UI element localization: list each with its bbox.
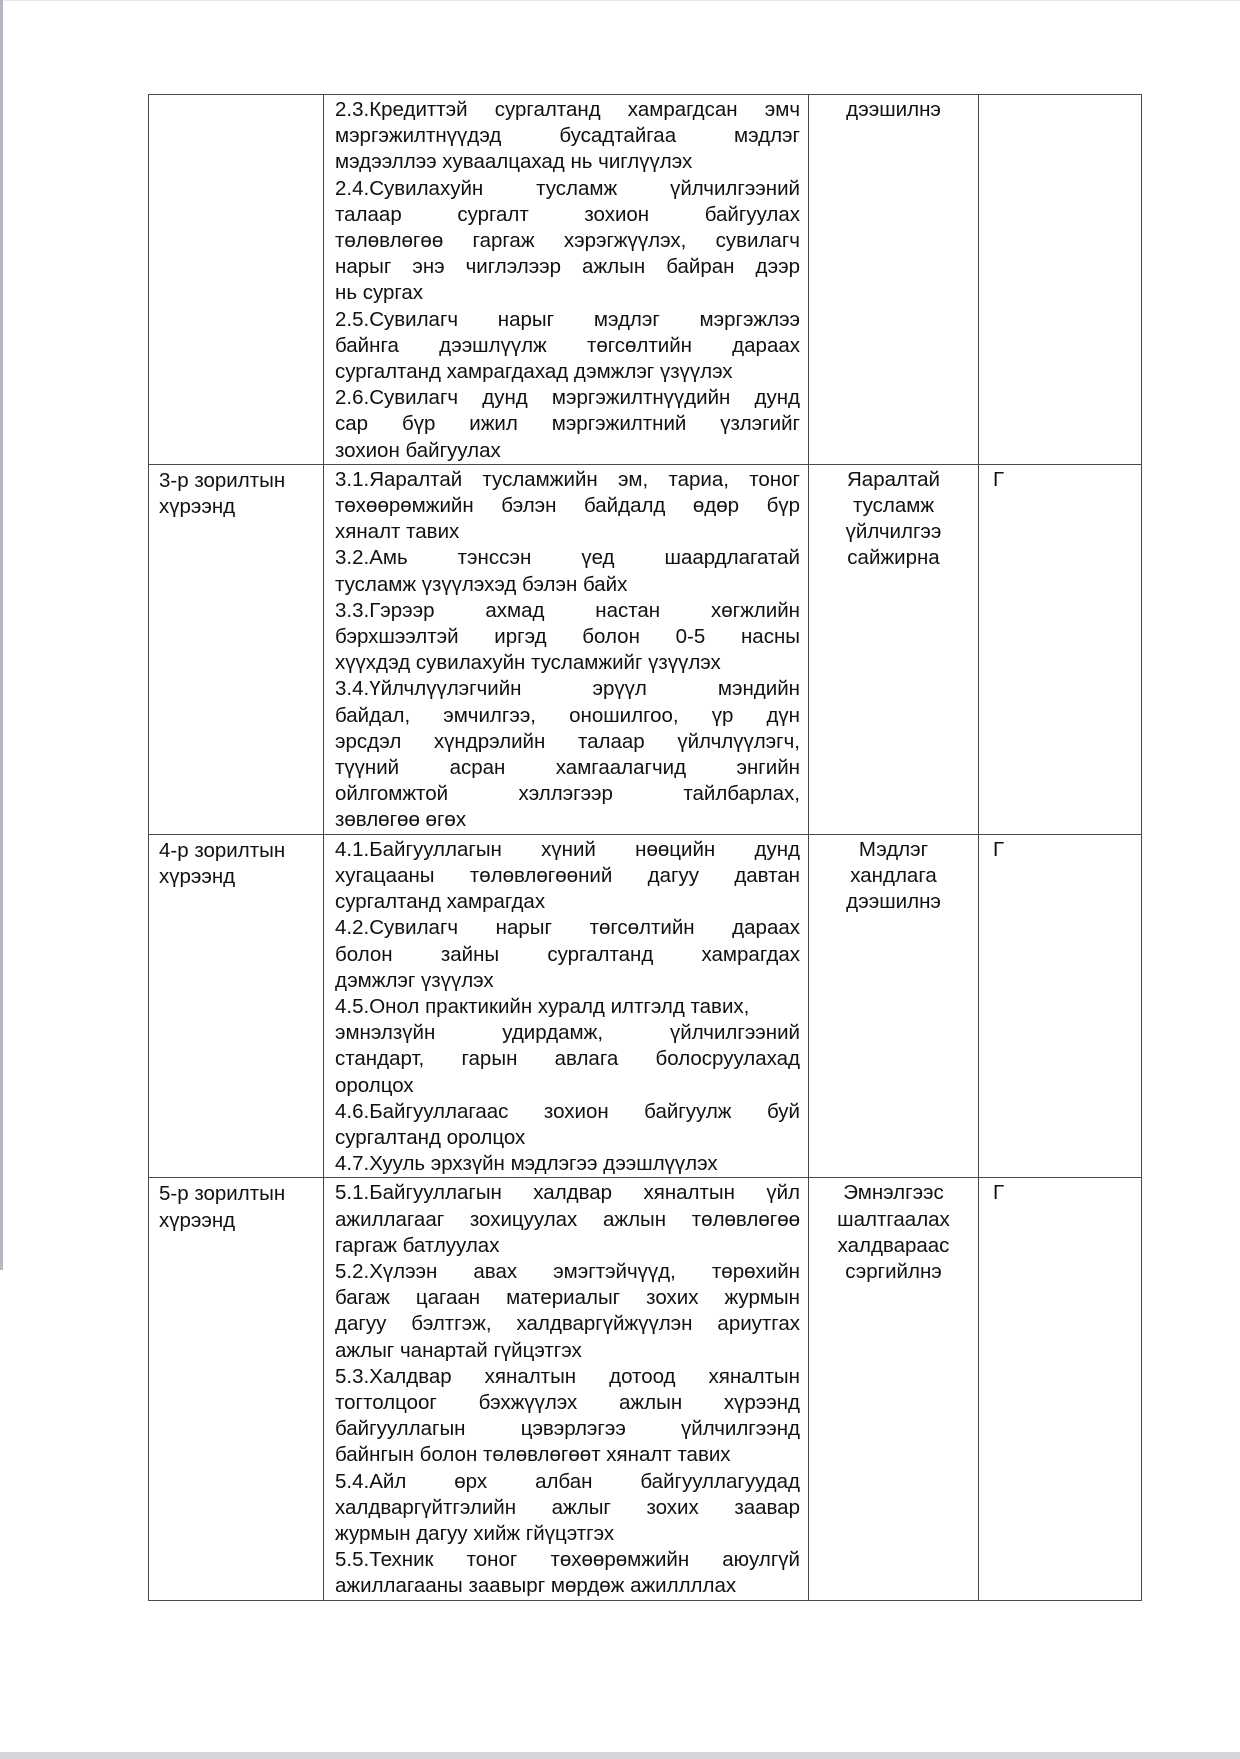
activity-item	[335, 385, 800, 464]
activity-text-line: зөвлөгөө өгөх	[335, 808, 467, 832]
activity-text-line: сургалтанд хамрагдахад дэмжлэг үзүүлэх	[335, 360, 733, 384]
objective-scope-line: хүрээнд	[159, 1208, 236, 1232]
activity-text-line: 5.3.Халдвар хяналтын дотоод хяналтын	[335, 1364, 800, 1388]
activity-text-line: оролцох	[335, 1073, 414, 1097]
expected-result-cell	[809, 95, 979, 465]
activity-text-line: эмнэлзүйн удирдамж, үйлчилгээний	[335, 1021, 800, 1045]
activity-text-line: 4.5.Онол практикийн хуралд илтгэлд тавих,	[335, 994, 750, 1018]
activity-text-line: нарыг энэ чиглэлээр ажлын байран дээр	[335, 255, 800, 279]
objective-scope-line: 5-р зорилтын	[159, 1182, 286, 1206]
activity-text-line: хугацааны төлөвлөгөөний дагуу давтан	[335, 863, 800, 887]
activity-text-line: тусламж үзүүлэхэд бэлэн байх	[335, 572, 628, 596]
expected-result-line: дээшилнэ	[846, 890, 941, 914]
activity-text-line: хүүхдэд сувилахуйн тусламжийг үзүүлэх	[335, 651, 721, 675]
expected-result-line: үйлчилгээ	[845, 520, 942, 544]
objective-scope-cell	[149, 1178, 324, 1600]
expected-result-line: сайжирна	[847, 546, 940, 570]
table-row	[149, 1178, 1142, 1600]
responsible-code: Г	[993, 1181, 1005, 1205]
activity-text-line: байдал, эмчилгээ, оношилгоо, үр дүн	[335, 703, 800, 727]
activity-item	[335, 1364, 800, 1469]
activity-text-line: түүний асран хамгаалагчид энгийн	[335, 756, 800, 780]
activity-text-line: 3.1.Яаралтай тусламжийн эм, тариа, тоног	[335, 467, 800, 491]
activity-text-line: дагуу бэлтгэж, халдваргүйжүүлэн ариутгах	[335, 1312, 800, 1336]
objective-scope-cell	[149, 464, 324, 834]
activity-item	[335, 1469, 800, 1548]
expected-result-cell	[809, 464, 979, 834]
activity-text-line: 4.2.Сувилагч нарыг төгсөлтийн дараах	[335, 916, 800, 940]
activity-text-line: ойлгомжтой хэллэгээр тайлбарлах,	[335, 782, 800, 806]
objective-scope-cell	[149, 834, 324, 1178]
activity-item	[335, 545, 800, 597]
activity-text-line: төхөөрөмжийн бэлэн байдалд өдөр бүр	[335, 494, 800, 518]
activity-text-line: сургалтанд оролцох	[335, 1125, 526, 1149]
expected-result-line: дээшилнэ	[846, 98, 941, 121]
activity-text-line: гаргаж батлуулах	[335, 1233, 500, 1257]
expected-result-line: Яаралтай	[847, 467, 940, 491]
activity-item	[335, 1020, 800, 1099]
activity-text-line: 3.4.Үйлчлүүлэгчийн эрүүл мэндийн	[335, 677, 800, 701]
activity-text-line: эрсдэл хүндрэлийн талаар үйлчлүүлэгч,	[335, 729, 800, 753]
activity-text-line: 4.1.Байгууллагын хүний нөөцийн дунд	[335, 837, 800, 861]
activity-text-line: 4.7.Хууль эрхзүйн мэдлэгээ дээшлүүлэх	[335, 1152, 718, 1176]
activity-item	[335, 915, 800, 994]
activity-item	[335, 1259, 800, 1364]
action-plan-table-body	[149, 95, 1142, 1601]
objective-scope-line: 4-р зорилтын	[159, 838, 286, 862]
activity-text-line: мэргэжилтнүүдэд бусадтайгаа мэдлэг	[335, 124, 800, 148]
responsible-cell	[979, 834, 1142, 1178]
table-row	[149, 834, 1142, 1178]
activity-text-line: бэрхшээлтэй иргэд болон 0-5 насны	[335, 625, 800, 649]
activity-text-line: халдваргүйтгэлийн ажлыг зохих заавар	[335, 1495, 800, 1519]
expected-result-line: хандлага	[850, 863, 937, 887]
activity-text-line: тогтолцоог бэхжүүлэх ажлын хүрээнд	[335, 1390, 800, 1414]
activity-text-line: 2.3.Кредиттэй сургалтанд хамрагдсан эмч	[335, 98, 800, 121]
activities-cell	[324, 834, 809, 1178]
expected-result-line: Мэдлэг	[858, 837, 929, 861]
activity-text-line: сар бүр ижил мэргэжилтний үзлэгийг	[335, 412, 800, 436]
activity-text-line: 5.2.Хүлээн авах эмэгтэйчүүд, төрөхийн	[335, 1259, 800, 1283]
activities-cell	[324, 1178, 809, 1600]
activity-text-line: 3.2.Амь тэнссэн үед шаардлагатай	[335, 546, 800, 570]
activity-text-line: хяналт тавих	[335, 520, 460, 544]
objective-scope-cell	[149, 95, 324, 465]
activity-item	[335, 1151, 800, 1177]
activity-item	[335, 1099, 800, 1151]
activity-text-line: стандарт, гарын авлага болосруулахад	[335, 1047, 800, 1071]
activity-text-line: 4.6.Байгууллагаас зохион байгуулж буй	[335, 1099, 800, 1123]
table-row	[149, 95, 1142, 465]
expected-result-line: шалтгаалах	[837, 1207, 950, 1231]
responsible-code: Г	[993, 467, 1005, 491]
expected-result-cell	[809, 1178, 979, 1600]
activity-item	[335, 1547, 800, 1599]
activity-text-line: байнгын болон төлөвлөгөөт хяналт тавих	[335, 1443, 731, 1467]
scan-edge-top	[0, 0, 1240, 1]
activity-text-line: 2.6.Сувилагч дунд мэргэжилтнүүдийн дунд	[335, 386, 800, 410]
activity-text-line: багаж цагаан материалыг зохих журмын	[335, 1286, 800, 1310]
activity-text-line: 2.4.Сувилахуйн тусламж үйлчилгээний	[335, 176, 800, 200]
activity-text-line: ажлыг чанартай гүйцэтгэх	[335, 1338, 582, 1362]
activity-text-line: нь сургах	[335, 281, 424, 305]
activity-item	[335, 676, 800, 833]
activity-text-line: сургалтанд хамрагдах	[335, 890, 546, 914]
activity-item	[335, 994, 800, 1020]
expected-result-line: Эмнэлгээс	[843, 1181, 944, 1205]
responsible-cell	[979, 464, 1142, 834]
activity-text-line: 2.5.Сувилагч нарыг мэдлэг мэргэжлээ	[335, 307, 800, 331]
expected-result-line: халдвараас	[837, 1233, 950, 1257]
action-plan-table	[148, 94, 1142, 1601]
activities-cell	[324, 464, 809, 834]
activity-text-line: зохион байгуулах	[335, 438, 501, 462]
activity-item	[335, 307, 800, 386]
activity-item	[335, 1180, 800, 1259]
expected-result-cell	[809, 834, 979, 1178]
activity-item	[335, 97, 800, 176]
responsible-code: Г	[993, 837, 1005, 861]
scan-edge-bottom	[0, 1752, 1240, 1759]
activity-item	[335, 837, 800, 916]
activities-cell	[324, 95, 809, 465]
activity-text-line: мэдээллээ хуваалцахад нь чиглүүлэх	[335, 150, 693, 174]
activity-text-line: ажиллагааны заавырг мөрдөж ажиллллах	[335, 1574, 737, 1598]
activity-text-line: 3.3.Гэрээр ахмад настан хөгжлийн	[335, 598, 800, 622]
activity-text-line: 5.5.Техник тоног төхөөрөмжийн аюулгүй	[335, 1548, 800, 1572]
activity-text-line: талаар сургалт зохион байгуулах	[335, 202, 800, 226]
activity-item	[335, 467, 800, 546]
activity-text-line: дэмжлэг үзүүлэх	[335, 968, 494, 992]
activity-text-line: журмын дагуу хийж гйүцэтгэх	[335, 1521, 615, 1545]
objective-scope-line: хүрээнд	[159, 495, 236, 519]
activity-text-line: байнга дээшлүүлж төгсөлтийн дараах	[335, 333, 800, 357]
responsible-cell	[979, 95, 1142, 465]
activity-text-line: болон зайны сургалтанд хамрагдах	[335, 942, 800, 966]
activity-item	[335, 176, 800, 307]
expected-result-line: тусламж	[852, 494, 935, 518]
responsible-cell	[979, 1178, 1142, 1600]
activity-text-line: байгууллагын цэвэрлэгээ үйлчилгээнд	[335, 1417, 800, 1441]
activity-item	[335, 598, 800, 677]
activity-text-line: төлөвлөгөө гаргаж хэрэгжүүлэх, сувилагч	[335, 229, 800, 253]
objective-scope-line: 3-р зорилтын	[159, 468, 286, 492]
objective-scope-line: хүрээнд	[159, 864, 236, 888]
scan-edge-left	[0, 0, 3, 1270]
activity-text-line: ажиллагааг зохицуулах ажлын төлөвлөгөө	[335, 1207, 800, 1231]
activity-text-line: 5.4.Айл өрх албан байгууллагуудад	[335, 1469, 800, 1493]
expected-result-line: сэргийлнэ	[845, 1259, 942, 1283]
table-row	[149, 464, 1142, 834]
activity-text-line: 5.1.Байгууллагын халдвар хяналтын үйл	[335, 1181, 800, 1205]
